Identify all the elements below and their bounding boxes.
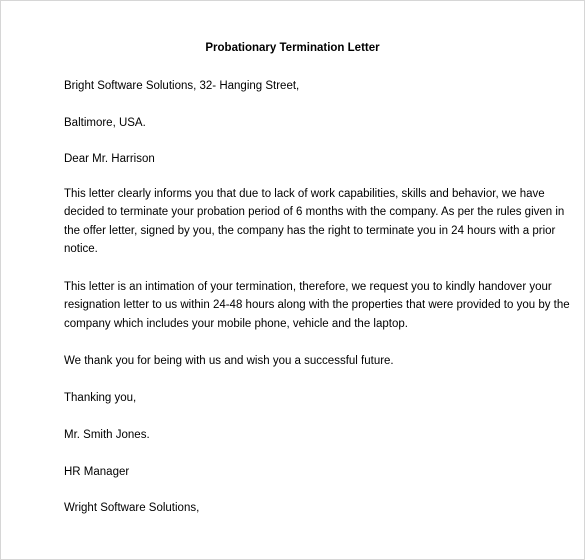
body-paragraph-3: We thank you for being with us and wish you a successful future. <box>64 355 394 367</box>
paragraph-line: resignation letter to us within 24-48 hours along with the properties that were provided to you by the <box>64 299 570 312</box>
paragraph-line: This letter is an intimation of your termination, therefore, we request you to kindly handover your <box>64 281 552 293</box>
sender-address-line: Bright Software Solutions, 32- Hanging Street, <box>64 80 300 92</box>
paragraph-line: company which includes your mobile phone, vehicle and the laptop. <box>64 317 408 330</box>
closing: Thanking you, <box>64 392 137 404</box>
signatory-title: HR Manager <box>64 466 130 478</box>
body-paragraph-1 <box>64 185 564 258</box>
letter-title: Probationary Termination Letter <box>205 42 380 54</box>
sender-city-line: Baltimore, USA. <box>64 117 146 129</box>
signatory-name: Mr. Smith Jones. <box>64 429 150 441</box>
paragraph-line: the offer letter, signed by you, the company has the right to terminate you in 24 hours with a prior <box>64 224 556 237</box>
salutation: Dear Mr. Harrison <box>64 153 155 165</box>
paragraph-line: decided to terminate your probation period of 6 months with the company. As per the rules given in <box>64 206 565 219</box>
paragraph-line: This letter clearly informs you that due to lack of work capabilities, skills and behavior, we have <box>64 188 545 200</box>
paragraph-line: notice. <box>64 242 98 255</box>
body-paragraph-2 <box>64 278 570 333</box>
signatory-company: Wright Software Solutions, <box>64 502 200 514</box>
